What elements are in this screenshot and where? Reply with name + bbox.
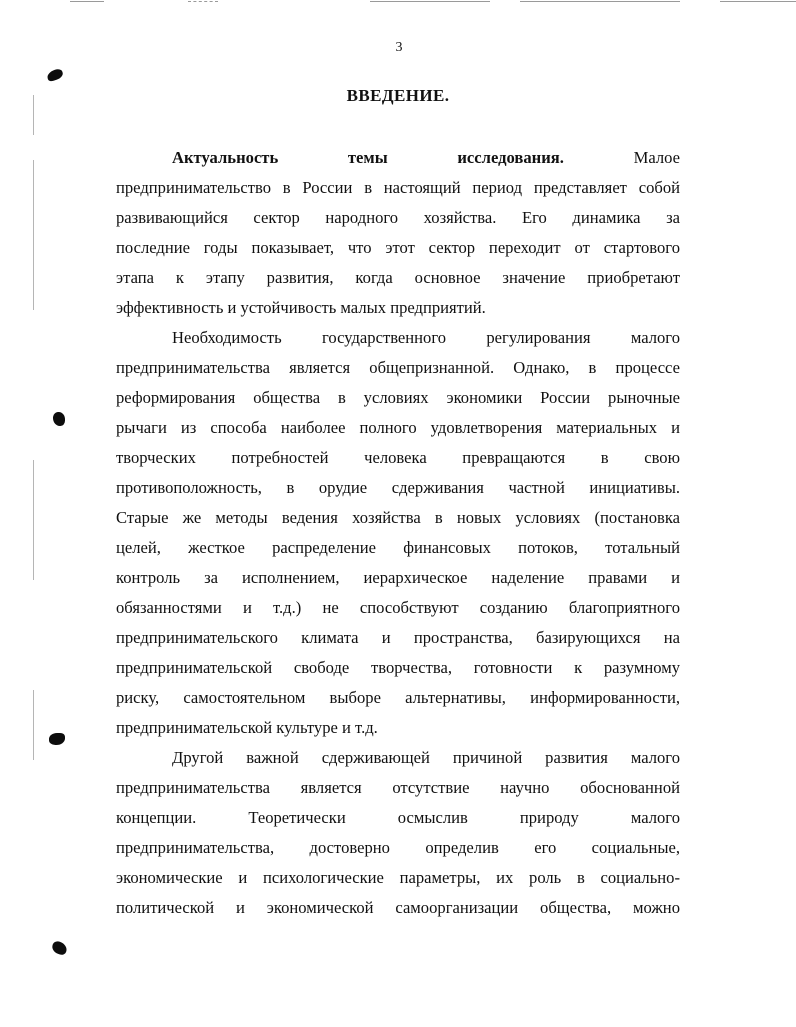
paragraph-line: Необходимость государственного регулирования малого [172,328,680,347]
paragraph-line: концепции. Теоретически осмыслив природу малого [116,808,680,827]
scan-margin-line [33,690,34,760]
paragraph-line: контроль за исполнением, иерархическое наделение правами и [116,568,680,587]
scan-edge-line [70,1,104,2]
paragraph-line: этапа к этапу развития, когда основное значение приобретают [116,268,680,287]
scan-edge-line [188,1,218,2]
paragraph-line: Другой важной сдерживающей причиной развития малого [172,748,680,767]
paragraph-relevance [116,143,680,323]
paragraph-line: творческих потребностей человека превращаются в свою [116,448,680,467]
punch-hole-mark [46,68,64,82]
paragraph-line: предпринимательства, достоверно определив его социальные, [116,838,680,857]
paragraph-line: предпринимательского климата и пространства, базирующихся на [116,628,680,647]
paragraph-concept [116,743,680,923]
paragraph-line: предпринимательской свободе творчества, готовности к разумному [116,658,680,677]
section-heading: ВВЕДЕНИЕ. [346,86,450,105]
scan-edge-line [520,1,680,2]
paragraph-line: предпринимательской культуре и т.д. [116,718,378,737]
punch-hole-mark [50,940,68,956]
paragraph-line: Старые же методы ведения хозяйства в новых условиях (постановка [116,508,680,527]
paragraph-line: предпринимательства является общепризнанной. Однако, в процессе [116,358,680,377]
paragraph-line: обязанностями и т.д.) не способствуют созданию благоприятного [116,598,680,617]
paragraph-line: политической и экономической самоорганизации общества, можно [116,898,680,917]
paragraph-line: риску, самостоятельном выборе альтернативы, информированности, [116,688,680,707]
paragraph-line: развивающийся сектор народного хозяйства. Его динамика за [116,208,680,227]
paragraph-regulation [116,323,680,743]
lead-continuation: Малое [633,148,680,167]
scan-edge-line [370,1,490,2]
paragraph-line: противоположность, в орудие сдерживания частной инициативы. [116,478,680,497]
punch-hole-mark [49,733,65,745]
scan-margin-line [33,160,34,310]
paragraph-line: реформирования общества в условиях экономики России рыночные [116,388,680,407]
paragraph-line: эффективность и устойчивость малых предприятий. [116,298,486,317]
punch-hole-mark [53,412,65,426]
paragraph-line: предпринимательство в России в настоящий период представляет собой [116,178,680,197]
scan-margin-line [33,460,34,580]
paragraph-line: предпринимательства является отсутствие научно обоснованной [116,778,680,797]
scan-edge-line [720,1,796,2]
paragraph-line [116,143,680,173]
page-number: 3 [395,40,403,55]
paragraph-line: рычаги из способа наиболее полного удовлетворения материальных и [116,418,680,437]
paragraph-line: целей, жесткое распределение финансовых потоков, тотальный [116,538,680,557]
paragraph-line: экономические и психологические параметры, их роль в социально- [116,868,680,887]
bold-lead-text: Актуальность темы исследования. [172,148,564,167]
paragraph-line: последние годы показывает, что этот сектор переходит от стартового [116,238,680,257]
